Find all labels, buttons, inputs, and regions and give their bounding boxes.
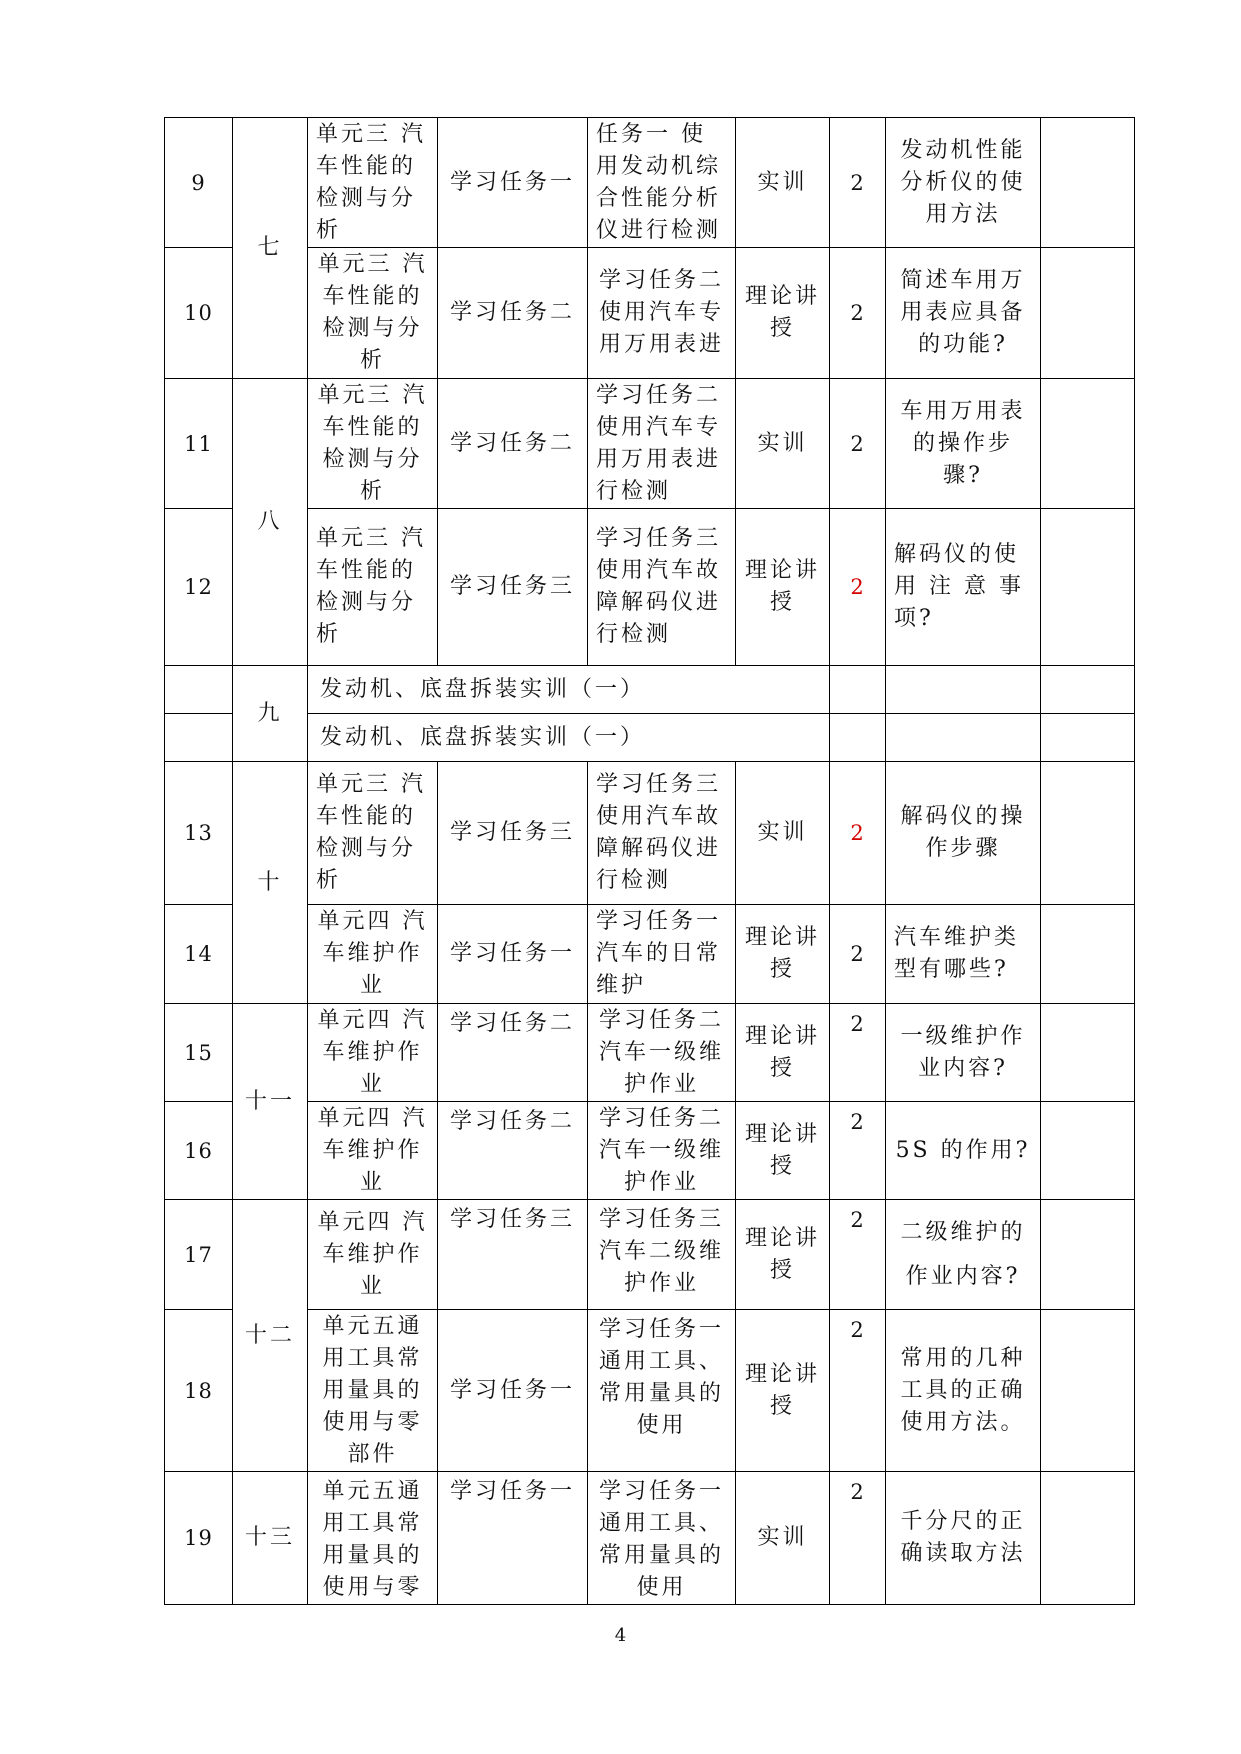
- remarks-cell: [1041, 666, 1135, 714]
- unit-name: 单元四 汽车维护作业: [308, 905, 438, 1004]
- teaching-type: 实训: [736, 118, 830, 248]
- practical-training-text: 发动机、底盘拆装实训（一）: [308, 666, 830, 714]
- lesson-number: 11: [165, 379, 233, 509]
- task-content: 学习任务三使用汽车故障解码仪进行检测: [588, 509, 736, 666]
- table-row: [165, 248, 1135, 379]
- review-question: 常用的几种工具的正确使用方法。: [886, 1310, 1041, 1472]
- review-question: 车用万用表的操作步骤?: [886, 379, 1041, 509]
- table-row: [165, 1102, 1135, 1200]
- task-name: 学习任务一: [438, 1472, 588, 1605]
- week-number: 九: [233, 666, 308, 762]
- task-content: 学习任务二使用汽车专用万用表进: [588, 248, 736, 379]
- lesson-number: 9: [165, 118, 233, 248]
- review-question: 解码仪的使用 注 意 事项?: [886, 509, 1041, 666]
- teaching-type: 实训: [736, 762, 830, 905]
- unit-name: 单元三 汽车性能的检测与分析: [308, 248, 438, 379]
- class-hours: 2: [830, 118, 886, 248]
- lesson-number: 17: [165, 1200, 233, 1310]
- review-question: 二级维护的作业内容?: [886, 1200, 1041, 1310]
- task-content: 学习任务二汽车一级维护作业: [588, 1102, 736, 1200]
- table-row: [165, 762, 1135, 905]
- lesson-number: 14: [165, 905, 233, 1004]
- table-row: [165, 1004, 1135, 1102]
- lesson-number: 15: [165, 1004, 233, 1102]
- unit-name: 单元四 汽车维护作业: [308, 1102, 438, 1200]
- teaching-type: 理论讲授: [736, 509, 830, 666]
- teaching-type: 理论讲授: [736, 905, 830, 1004]
- remarks-cell: [1041, 1004, 1135, 1102]
- remarks-cell: [1041, 714, 1135, 762]
- class-hours: 2: [830, 1472, 886, 1605]
- review-question: 发动机性能分析仪的使用方法: [886, 118, 1041, 248]
- class-hours: 2: [830, 509, 886, 666]
- remarks-cell: [1041, 248, 1135, 379]
- teaching-type: 理论讲授: [736, 248, 830, 379]
- unit-name: 单元五通用工具常用量具的使用与零: [308, 1472, 438, 1605]
- review-question: [886, 666, 1041, 714]
- class-hours: 2: [830, 1310, 886, 1472]
- task-name: 学习任务三: [438, 1200, 588, 1310]
- class-hours: [830, 666, 886, 714]
- lesson-number: 19: [165, 1472, 233, 1605]
- teaching-type: 实训: [736, 379, 830, 509]
- task-name: 学习任务二: [438, 248, 588, 379]
- table-row: [165, 905, 1135, 1004]
- lesson-number: [165, 666, 233, 714]
- unit-name: 单元四 汽车维护作业: [308, 1004, 438, 1102]
- lesson-number: 12: [165, 509, 233, 666]
- task-name: 学习任务一: [438, 118, 588, 248]
- class-hours: 2: [830, 379, 886, 509]
- course-schedule-table: [164, 117, 1135, 1605]
- teaching-type: 实训: [736, 1472, 830, 1605]
- class-hours: 2: [830, 905, 886, 1004]
- task-name: 学习任务二: [438, 1102, 588, 1200]
- review-question: 汽车维护类型有哪些?: [886, 905, 1041, 1004]
- unit-name: 单元三 汽车性能的检测与分析: [308, 118, 438, 248]
- table-row: [165, 1310, 1135, 1472]
- lesson-number: 16: [165, 1102, 233, 1200]
- unit-name: 单元三 汽车性能的检测与分析: [308, 509, 438, 666]
- unit-name: 单元四 汽车维护作业: [308, 1200, 438, 1310]
- task-content: 任务一 使用发动机综合性能分析仪进行检测: [588, 118, 736, 248]
- table-row: [165, 714, 1135, 762]
- lesson-number: 10: [165, 248, 233, 379]
- review-question: [886, 714, 1041, 762]
- class-hours: 2: [830, 1004, 886, 1102]
- remarks-cell: [1041, 905, 1135, 1004]
- week-number: 十二: [233, 1200, 308, 1472]
- week-number: 十: [233, 762, 308, 1004]
- task-content: 学习任务一通用工具、常用量具的使用: [588, 1472, 736, 1605]
- class-hours: 2: [830, 1200, 886, 1310]
- review-question: 简述车用万用表应具备的功能?: [886, 248, 1041, 379]
- remarks-cell: [1041, 1200, 1135, 1310]
- table-row: [165, 1472, 1135, 1605]
- class-hours: 2: [830, 762, 886, 905]
- task-name: 学习任务一: [438, 905, 588, 1004]
- week-number: 八: [233, 379, 308, 666]
- class-hours: 2: [830, 1102, 886, 1200]
- page-number: 4: [614, 1625, 627, 1646]
- review-question: 5S 的作用?: [886, 1102, 1041, 1200]
- task-name: 学习任务三: [438, 509, 588, 666]
- teaching-type: 理论讲授: [736, 1004, 830, 1102]
- task-content: 学习任务一通用工具、常用量具的使用: [588, 1310, 736, 1472]
- table-row: [165, 118, 1135, 248]
- lesson-number: 18: [165, 1310, 233, 1472]
- task-name: 学习任务一: [438, 1310, 588, 1472]
- lesson-number: [165, 714, 233, 762]
- week-number: 十一: [233, 1004, 308, 1200]
- task-name: 学习任务二: [438, 379, 588, 509]
- task-content: 学习任务二汽车一级维护作业: [588, 1004, 736, 1102]
- class-hours: [830, 714, 886, 762]
- remarks-cell: [1041, 118, 1135, 248]
- week-number: 十三: [233, 1472, 308, 1605]
- teaching-type: 理论讲授: [736, 1200, 830, 1310]
- table-row: [165, 509, 1135, 666]
- remarks-cell: [1041, 509, 1135, 666]
- teaching-type: 理论讲授: [736, 1102, 830, 1200]
- remarks-cell: [1041, 1310, 1135, 1472]
- task-content: 学习任务一汽车的日常维护: [588, 905, 736, 1004]
- remarks-cell: [1041, 762, 1135, 905]
- review-question: 千分尺的正确读取方法: [886, 1472, 1041, 1605]
- task-name: 学习任务三: [438, 762, 588, 905]
- task-name: 学习任务二: [438, 1004, 588, 1102]
- unit-name: 单元三 汽车性能的检测与分析: [308, 379, 438, 509]
- remarks-cell: [1041, 1102, 1135, 1200]
- week-number: 七: [233, 118, 308, 379]
- practical-training-text: 发动机、底盘拆装实训（一）: [308, 714, 830, 762]
- task-content: 学习任务二使用汽车专用万用表进行检测: [588, 379, 736, 509]
- task-content: 学习任务三使用汽车故障解码仪进行检测: [588, 762, 736, 905]
- unit-name: 单元五通用工具常用量具的使用与零部件: [308, 1310, 438, 1472]
- table-row: [165, 666, 1135, 714]
- teaching-type: 理论讲授: [736, 1310, 830, 1472]
- table-row: [165, 1200, 1135, 1310]
- class-hours: 2: [830, 248, 886, 379]
- table-row: [165, 379, 1135, 509]
- lesson-number: 13: [165, 762, 233, 905]
- review-question: 一级维护作业内容?: [886, 1004, 1041, 1102]
- review-question: 解码仪的操作步骤: [886, 762, 1041, 905]
- remarks-cell: [1041, 379, 1135, 509]
- unit-name: 单元三 汽车性能的检测与分析: [308, 762, 438, 905]
- task-content: 学习任务三汽车二级维护作业: [588, 1200, 736, 1310]
- remarks-cell: [1041, 1472, 1135, 1605]
